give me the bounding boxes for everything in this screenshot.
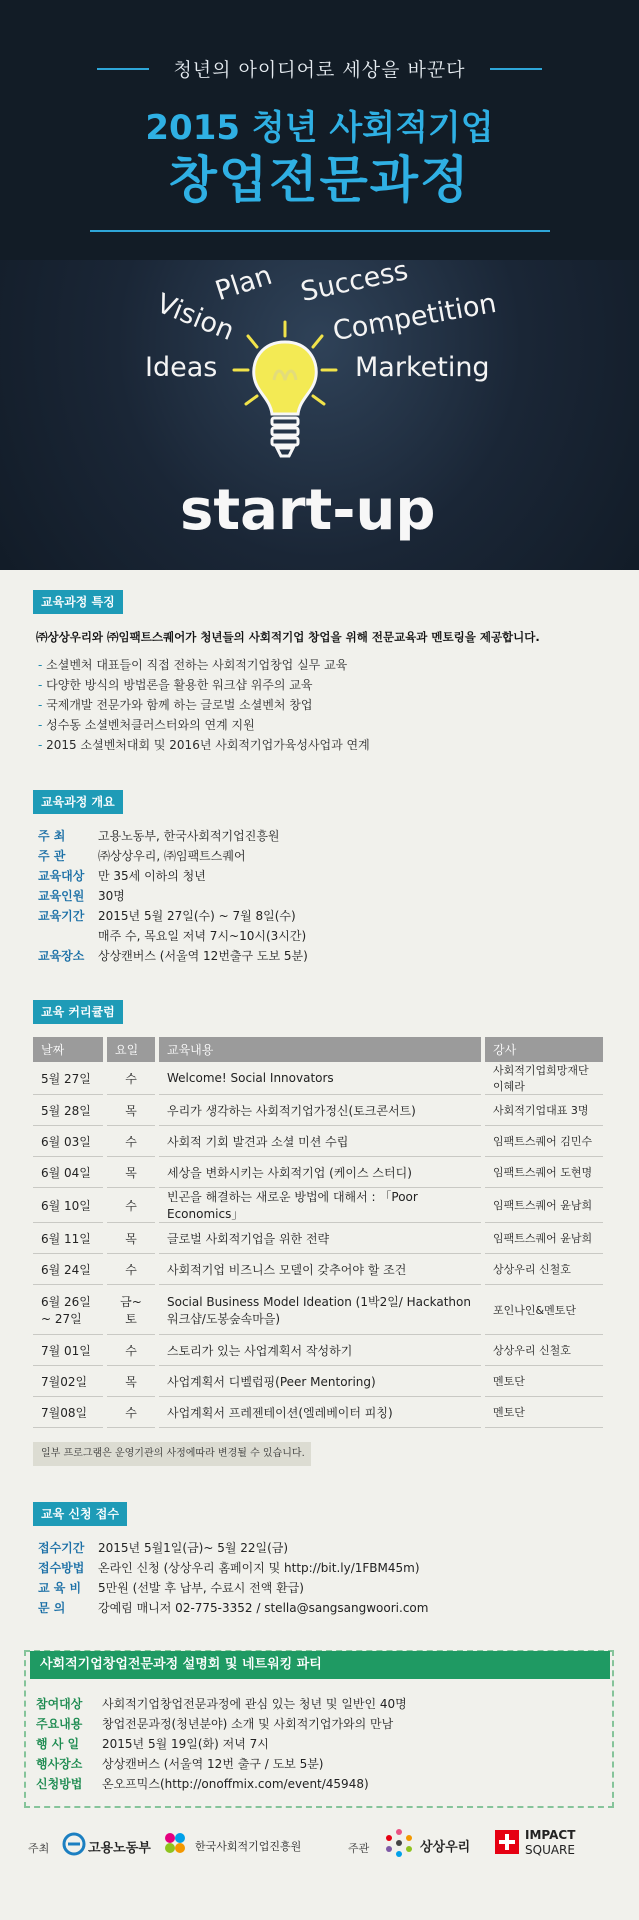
cell-day: 수 bbox=[105, 1254, 157, 1285]
cell-date: 5월 27일 bbox=[33, 1062, 105, 1095]
cell-content: 세상을 변화시키는 사회적기업 (케이스 스터디) bbox=[157, 1157, 483, 1188]
event-key: 행사장소 bbox=[36, 1757, 83, 1771]
moel-logo-text: 고용노동부 bbox=[88, 1841, 151, 1856]
cell-content: 우리가 생각하는 사회적기업가정신(토크콘서트) bbox=[157, 1095, 483, 1126]
cell-lecturer: 사회적기업대표 3명 bbox=[483, 1095, 603, 1126]
list-item: - 2015 소셜벤처대회 및 2016년 사회적기업가육성사업과 연계 bbox=[38, 735, 370, 755]
cell-content: 사회적기업 비즈니스 모델이 갖추어야 할 조건 bbox=[157, 1254, 483, 1285]
cell-content: 사업계획서 프레젠테이션(엘레베이터 피칭) bbox=[157, 1397, 483, 1428]
overview-key: 주 관 bbox=[38, 849, 66, 863]
column-header-date: 날짜 bbox=[33, 1037, 105, 1062]
curriculum-notice: 일부 프로그램은 운영기관의 사정에따라 변경될 수 있습니다. bbox=[33, 1442, 311, 1466]
cell-day: 목 bbox=[105, 1223, 157, 1254]
column-header-day: 요일 bbox=[105, 1037, 157, 1062]
features-intro: ㈜상상우리와 ㈜임팩트스퀘어가 청년들의 사회적기업 창업을 위해 전문교육과 멘토링을 제공합니다. bbox=[36, 630, 540, 644]
event-value: 상상캔버스 (서울역 12번 출구 / 도보 5분) bbox=[102, 1757, 324, 1771]
event-key: 행 사 일 bbox=[36, 1737, 80, 1751]
sangsang-logo-icon bbox=[382, 1826, 416, 1860]
kosea-logo-icon bbox=[160, 1828, 190, 1858]
table-row bbox=[33, 1335, 603, 1366]
table-row bbox=[33, 1223, 603, 1254]
cell-date: 6월 11일 bbox=[33, 1223, 105, 1254]
event-details bbox=[36, 1694, 407, 1794]
overview-key: 교육기간 bbox=[38, 909, 85, 923]
organizer-label: 주관 bbox=[348, 1842, 370, 1855]
overview-row bbox=[38, 926, 308, 946]
title-line-1: 2015 청년 사회적기업 bbox=[145, 108, 494, 148]
list-item: - 소셜벤처 대표들이 직접 전하는 사회적기업창업 실무 교육 bbox=[38, 655, 370, 675]
chalk-word-success: Success bbox=[297, 255, 411, 308]
overview-value: 매주 수, 목요일 저녁 7시~10시(3시간) bbox=[98, 929, 307, 943]
cell-lecturer: 사회적기업희망재단 이혜라 bbox=[483, 1062, 603, 1095]
event-value: 온오프믹스(http://onoffmix.com/event/45948) bbox=[102, 1777, 369, 1791]
application-value: 온라인 신청 (상상우리 홈페이지 및 http://bit.ly/1FBM45m) bbox=[98, 1561, 420, 1575]
overview-value: 30명 bbox=[98, 889, 125, 903]
event-row bbox=[36, 1754, 407, 1774]
cell-date: 6월 26일 ~ 27일 bbox=[33, 1285, 105, 1335]
overview-value: 만 35세 이하의 청년 bbox=[98, 869, 206, 883]
overview-details bbox=[38, 826, 308, 966]
cell-lecturer: 임팩트스퀘어 김민수 bbox=[483, 1126, 603, 1157]
cell-content: 빈곤을 해결하는 새로운 방법에 대해서 : 「Poor Economics」 bbox=[157, 1188, 483, 1223]
chalk-word-vision: Vision bbox=[152, 288, 239, 347]
overview-row bbox=[38, 906, 308, 926]
cell-date: 6월 24일 bbox=[33, 1254, 105, 1285]
overview-value: 2015년 5월 27일(수) ~ 7월 8일(수) bbox=[98, 909, 296, 923]
moel-logo-icon bbox=[62, 1832, 86, 1856]
table-row bbox=[33, 1062, 603, 1095]
chalk-word-plan: Plan bbox=[211, 259, 276, 308]
table-row bbox=[33, 1397, 603, 1428]
table-row bbox=[33, 1285, 603, 1335]
cell-lecturer: 임팩트스퀘어 도현명 bbox=[483, 1157, 603, 1188]
column-header-content: 교육내용 bbox=[157, 1037, 483, 1062]
title-line-2: 창업전문과정 bbox=[168, 151, 471, 209]
title-rule bbox=[90, 230, 550, 232]
application-details bbox=[38, 1538, 428, 1618]
overview-value: 상상캔버스 (서울역 12번출구 도보 5분) bbox=[98, 949, 308, 963]
cell-date: 6월 10일 bbox=[33, 1188, 105, 1223]
cell-date: 7월02일 bbox=[33, 1366, 105, 1397]
lightbulb-icon bbox=[230, 320, 340, 470]
cell-lecturer: 상상우리 신철호 bbox=[483, 1335, 603, 1366]
cell-content: Social Business Model Ideation (1박2일/ Hackathon 워크샵/도봉숲속마을) bbox=[157, 1285, 483, 1335]
cell-day: 수 bbox=[105, 1126, 157, 1157]
table-row bbox=[33, 1157, 603, 1188]
impact-square-logo-line1: IMPACT bbox=[525, 1828, 576, 1842]
sangsang-logo-text: 상상우리 bbox=[420, 1840, 471, 1855]
cell-lecturer: 포인나인&멘토단 bbox=[483, 1285, 603, 1335]
list-item: - 국제개발 전문가와 함께 하는 글로벌 소셜벤처 창업 bbox=[38, 695, 370, 715]
overview-value: 고용노동부, 한국사회적기업진흥원 bbox=[98, 829, 280, 843]
event-key: 참여대상 bbox=[36, 1697, 83, 1711]
cell-day: 수 bbox=[105, 1335, 157, 1366]
application-value: 5만원 (선발 후 납부, 수료시 전액 환급) bbox=[98, 1581, 304, 1595]
cell-content: 사업계획서 디벨럽핑(Peer Mentoring) bbox=[157, 1366, 483, 1397]
tagline: 청년의 아이디어로 세상을 바꾼다 bbox=[173, 59, 466, 81]
features-section-title: 교육과정 특징 bbox=[33, 590, 123, 614]
chalkboard bbox=[0, 240, 639, 570]
tagline-row bbox=[0, 55, 639, 82]
event-row bbox=[36, 1774, 407, 1794]
application-row bbox=[38, 1558, 428, 1578]
kosea-logo-text: 한국사회적기업진흥원 bbox=[195, 1840, 302, 1853]
curriculum-section-title: 교육 커리큘럼 bbox=[33, 1000, 123, 1024]
cell-date: 7월 01일 bbox=[33, 1335, 105, 1366]
application-row bbox=[38, 1578, 428, 1598]
application-key: 접수방법 bbox=[38, 1561, 85, 1575]
table-row bbox=[33, 1188, 603, 1223]
cell-day: 목 bbox=[105, 1157, 157, 1188]
overview-row bbox=[38, 886, 308, 906]
cell-day: 목 bbox=[105, 1366, 157, 1397]
curriculum-table bbox=[33, 1037, 603, 1428]
cell-date: 6월 04일 bbox=[33, 1157, 105, 1188]
cell-content: 글로벌 사회적기업을 위한 전략 bbox=[157, 1223, 483, 1254]
overview-value: ㈜상상우리, ㈜임팩트스퀘어 bbox=[98, 849, 246, 863]
poster-header bbox=[0, 0, 639, 570]
event-value: 창업전문과정(청년분야) 소개 및 사회적기업가와의 만남 bbox=[102, 1717, 394, 1731]
table-row bbox=[33, 1254, 603, 1285]
application-value: 2015년 5월1일(금)~ 5월 22일(금) bbox=[98, 1541, 289, 1555]
impact-square-logo-icon bbox=[493, 1828, 521, 1856]
impact-square-logo-line2: SQUARE bbox=[525, 1843, 575, 1857]
application-value: 강예림 매니저 02-775-3352 / stella@sangsangwoori.com bbox=[98, 1601, 429, 1615]
cell-content: 사회적 기회 발견과 소셜 미션 수립 bbox=[157, 1126, 483, 1157]
overview-row bbox=[38, 826, 308, 846]
column-header-lecturer: 강사 bbox=[483, 1037, 603, 1062]
cell-content: Welcome! Social Innovators bbox=[157, 1062, 483, 1095]
overview-row bbox=[38, 866, 308, 886]
overview-key: 교육대상 bbox=[38, 869, 85, 883]
event-value: 2015년 5월 19일(화) 저녁 7시 bbox=[102, 1737, 269, 1751]
event-row bbox=[36, 1714, 407, 1734]
cell-date: 6월 03일 bbox=[33, 1126, 105, 1157]
event-key: 신청방법 bbox=[36, 1777, 83, 1791]
overview-row bbox=[38, 946, 308, 966]
table-row bbox=[33, 1366, 603, 1397]
overview-key: 주 최 bbox=[38, 829, 66, 843]
cell-day: 수 bbox=[105, 1397, 157, 1428]
application-section-title: 교육 신청 접수 bbox=[33, 1502, 127, 1526]
features-list bbox=[38, 655, 370, 755]
overview-key: 교육장소 bbox=[38, 949, 85, 963]
table-row bbox=[33, 1126, 603, 1157]
application-row bbox=[38, 1538, 428, 1558]
list-item: - 성수동 소셜벤처클러스터와의 연계 지원 bbox=[38, 715, 370, 735]
cell-lecturer: 멘토단 bbox=[483, 1366, 603, 1397]
cell-lecturer: 멘토단 bbox=[483, 1397, 603, 1428]
overview-section-title: 교육과정 개요 bbox=[33, 790, 123, 814]
overview-key bbox=[38, 926, 98, 946]
chalk-word-startup: start-up bbox=[180, 478, 436, 543]
tagline-right-rule bbox=[490, 68, 542, 70]
cell-day: 수 bbox=[105, 1062, 157, 1095]
event-title: 사회적기업창업전문과정 설명회 및 네트워킹 파티 bbox=[30, 1651, 610, 1679]
cell-lecturer: 임팩트스퀘어 윤남희 bbox=[483, 1223, 603, 1254]
application-key: 접수기간 bbox=[38, 1541, 85, 1555]
application-row bbox=[38, 1598, 428, 1618]
chalk-word-competition: Competition bbox=[330, 287, 499, 348]
cell-date: 5월 28일 bbox=[33, 1095, 105, 1126]
cell-day: 수 bbox=[105, 1188, 157, 1223]
cell-lecturer: 임팩트스퀘어 윤남희 bbox=[483, 1188, 603, 1223]
event-value: 사회적기업창업전문과정에 관심 있는 청년 및 일반인 40명 bbox=[102, 1697, 407, 1711]
event-key: 주요내용 bbox=[36, 1717, 83, 1731]
cell-content: 스토리가 있는 사업계획서 작성하기 bbox=[157, 1335, 483, 1366]
event-row bbox=[36, 1694, 407, 1714]
overview-row bbox=[38, 846, 308, 866]
host-label: 주최 bbox=[28, 1842, 50, 1855]
application-key: 문 의 bbox=[38, 1601, 66, 1615]
cell-day: 금~토 bbox=[105, 1285, 157, 1335]
tagline-left-rule bbox=[97, 68, 149, 70]
table-header-row bbox=[33, 1037, 603, 1062]
chalk-word-marketing: Marketing bbox=[355, 352, 490, 383]
application-key: 교 육 비 bbox=[38, 1581, 82, 1595]
table-row bbox=[33, 1095, 603, 1126]
cell-date: 7월08일 bbox=[33, 1397, 105, 1428]
overview-key: 교육인원 bbox=[38, 889, 85, 903]
event-row bbox=[36, 1734, 407, 1754]
cell-lecturer: 상상우리 신철호 bbox=[483, 1254, 603, 1285]
chalk-word-ideas: Ideas bbox=[145, 352, 218, 383]
list-item: - 다양한 방식의 방법론을 활용한 워크샵 위주의 교육 bbox=[38, 675, 370, 695]
cell-day: 목 bbox=[105, 1095, 157, 1126]
